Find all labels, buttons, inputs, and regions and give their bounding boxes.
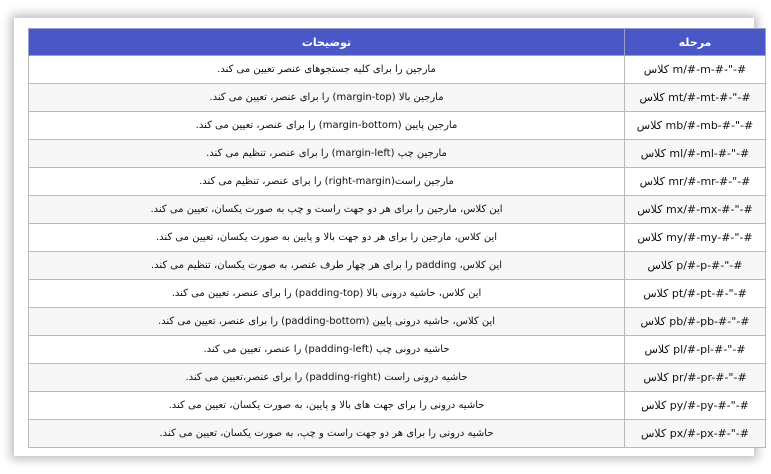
stage-cell: کلاس pb/#-pb-#-"-#	[625, 308, 766, 336]
description-cell: حاشیه درونی را برای هر دو جهت راست و چپ، به صورت یکسان، تعیین می کند.	[29, 420, 625, 448]
table-row	[29, 420, 766, 448]
description-cell: مارجین را برای کلیه جستجوهای عنصر تعیین می کند.	[29, 56, 625, 84]
table-row	[29, 168, 766, 196]
description-cell: مارجین پایین (margin-bottom) را برای عنصر، تعیین می کند.	[29, 112, 625, 140]
stage-cell: کلاس ml/#-ml-#-"-#	[625, 140, 766, 168]
description-cell: این کلاس، مارجین را برای هر دو جهت بالا و پایین به صورت یکسان، تعیین می کند.	[29, 224, 625, 252]
stage-cell: کلاس m/#-m-#-"-#	[625, 56, 766, 84]
stage-cell: کلاس pr/#-pr-#-"-#	[625, 364, 766, 392]
description-cell: این کلاس، حاشیه درونی پایین (padding-bottom) را برای عنصر، تعیین می کند.	[29, 308, 625, 336]
description-cell: مارجین بالا (margin-top) را برای عنصر، تعیین می کند.	[29, 84, 625, 112]
description-cell: حاشیه درونی راست (padding-right) را برای عنصر،تعیین می کند.	[29, 364, 625, 392]
table-row	[29, 252, 766, 280]
stage-cell: کلاس mx/#-mx-#-"-#	[625, 196, 766, 224]
stage-cell: کلاس px/#-px-#-"-#	[625, 420, 766, 448]
description-cell: این کلاس، حاشیه درونی بالا (padding-top) را برای عنصر، تعیین می کند.	[29, 280, 625, 308]
table-header-row	[29, 29, 766, 56]
stage-cell: کلاس py/#-py-#-"-#	[625, 392, 766, 420]
stage-cell: کلاس mb/#-mb-#-"-#	[625, 112, 766, 140]
description-cell: این کلاس، padding را برای هر چهار طرف عنصر، به صورت یکسان، تنظیم می کند.	[29, 252, 625, 280]
table-row	[29, 112, 766, 140]
description-cell: حاشیه درونی چپ (padding-left) را عنصر، تعیین می کند.	[29, 336, 625, 364]
table-card	[14, 18, 754, 456]
stage-cell: کلاس pl/#-pl-#-"-#	[625, 336, 766, 364]
description-cell: این کلاس، مارجین را برای هر دو جهت راست و چپ به صورت یکسان، تعیین می کند.	[29, 196, 625, 224]
table-row	[29, 224, 766, 252]
stage-cell: کلاس p/#-p-#-"-#	[625, 252, 766, 280]
table-row	[29, 56, 766, 84]
stage-cell: کلاس my/#-my-#-"-#	[625, 224, 766, 252]
table-row	[29, 364, 766, 392]
header-description: توضیحات	[29, 29, 625, 56]
stage-cell: کلاس mt/#-mt-#-"-#	[625, 84, 766, 112]
table-row	[29, 392, 766, 420]
spacing-classes-table	[28, 28, 766, 448]
table-row	[29, 308, 766, 336]
table-row	[29, 140, 766, 168]
description-cell: مارجین چپ (margin-left) را برای عنصر، تنظیم می کند.	[29, 140, 625, 168]
table-row	[29, 196, 766, 224]
table-row	[29, 84, 766, 112]
table-row	[29, 280, 766, 308]
description-cell: مارجین راست(right-margin) را برای عنصر، تنظیم می کند.	[29, 168, 625, 196]
header-stage: مرحله	[625, 29, 766, 56]
stage-cell: کلاس pt/#-pt-#-"-#	[625, 280, 766, 308]
description-cell: حاشیه درونی را برای جهت های بالا و پایین، به صورت یکسان، تعیین می کند.	[29, 392, 625, 420]
stage-cell: کلاس mr/#-mr-#-"-#	[625, 168, 766, 196]
table-row	[29, 336, 766, 364]
